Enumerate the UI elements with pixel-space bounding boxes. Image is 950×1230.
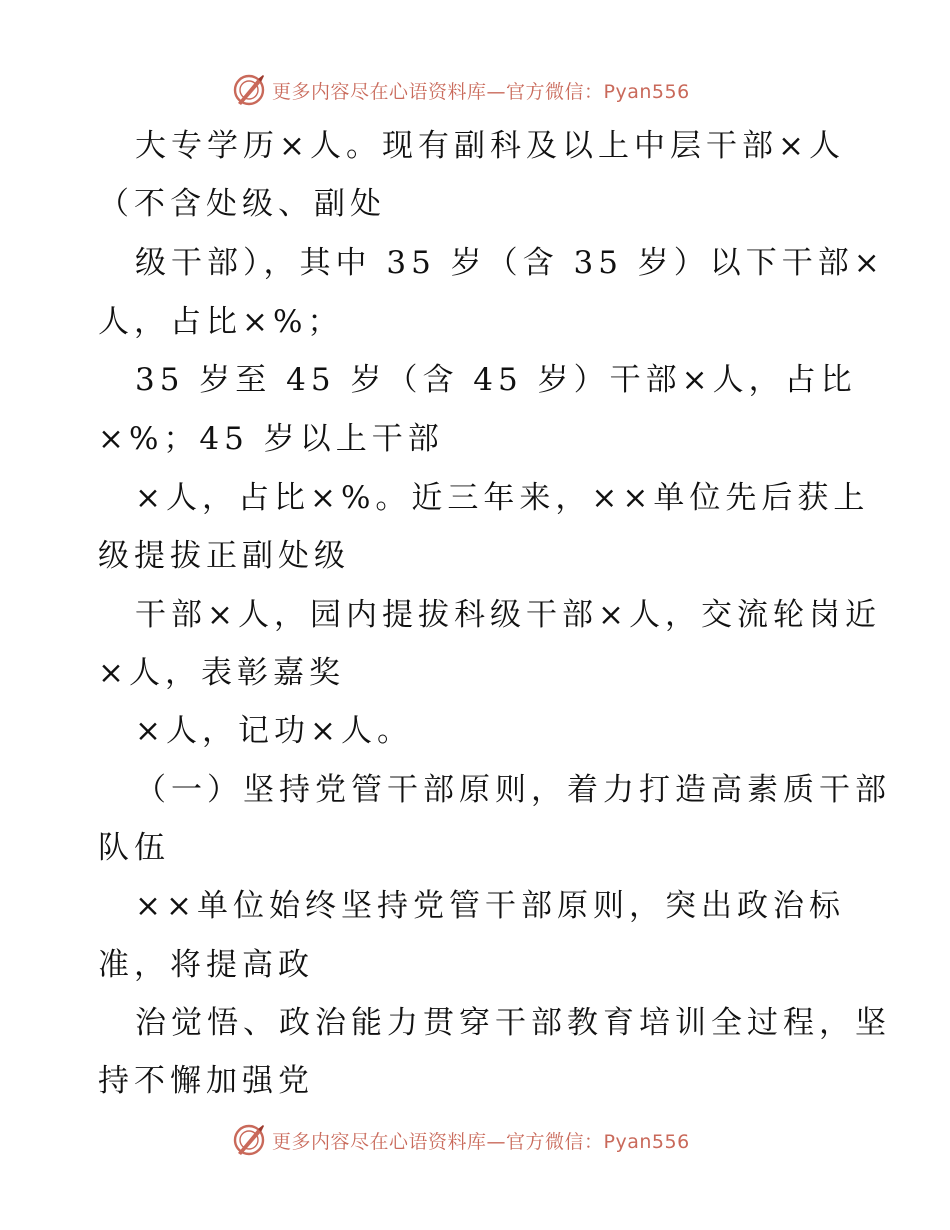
text-line-7: ×人，占比×%。近三年来，××单位先后获上 bbox=[135, 480, 870, 516]
header-banner-text: 更多内容尽在心语资料库—官方微信：Pyan556 bbox=[272, 80, 690, 103]
text-line-5: 35 岁至 45 岁（含 45 岁）干部×人，占比 bbox=[135, 362, 857, 398]
text-line-4: 人，占比×%； bbox=[98, 304, 344, 340]
text-line-14: ××单位始终坚持党管干部原则，突出政治标 bbox=[135, 888, 845, 924]
pen-logo-icon bbox=[232, 1123, 266, 1157]
text-line-9: 干部×人，园内提拔科级干部×人，交流轮岗近 bbox=[135, 597, 881, 633]
text-line-11: ×人，记功×人。 bbox=[135, 713, 413, 749]
text-line-6: ×%；45 岁以上干部 bbox=[98, 421, 444, 457]
text-line-3: 级干部），其中 35 岁（含 35 岁）以下干部× bbox=[135, 245, 885, 281]
text-line-8: 级提拔正副处级 bbox=[98, 538, 350, 574]
text-line-10: ×人，表彰嘉奖 bbox=[98, 655, 345, 691]
text-line-16: 治觉悟、政治能力贯穿干部教育培训全过程，坚 bbox=[135, 1005, 891, 1041]
footer-banner bbox=[232, 1122, 690, 1158]
text-line-1: 大专学历×人。现有副科及以上中层干部×人 bbox=[135, 128, 845, 164]
footer-banner-text: 更多内容尽在心语资料库—官方微信：Pyan556 bbox=[272, 1130, 690, 1153]
text-line-17: 持不懈加强党 bbox=[98, 1063, 314, 1099]
text-line-2: （不含处级、副处 bbox=[98, 186, 386, 222]
text-line-15: 准，将提高政 bbox=[98, 947, 314, 983]
text-line-13: 队伍 bbox=[98, 830, 170, 866]
section-heading-1: （一）坚持党管干部原则，着力打造高素质干部 bbox=[135, 772, 891, 808]
